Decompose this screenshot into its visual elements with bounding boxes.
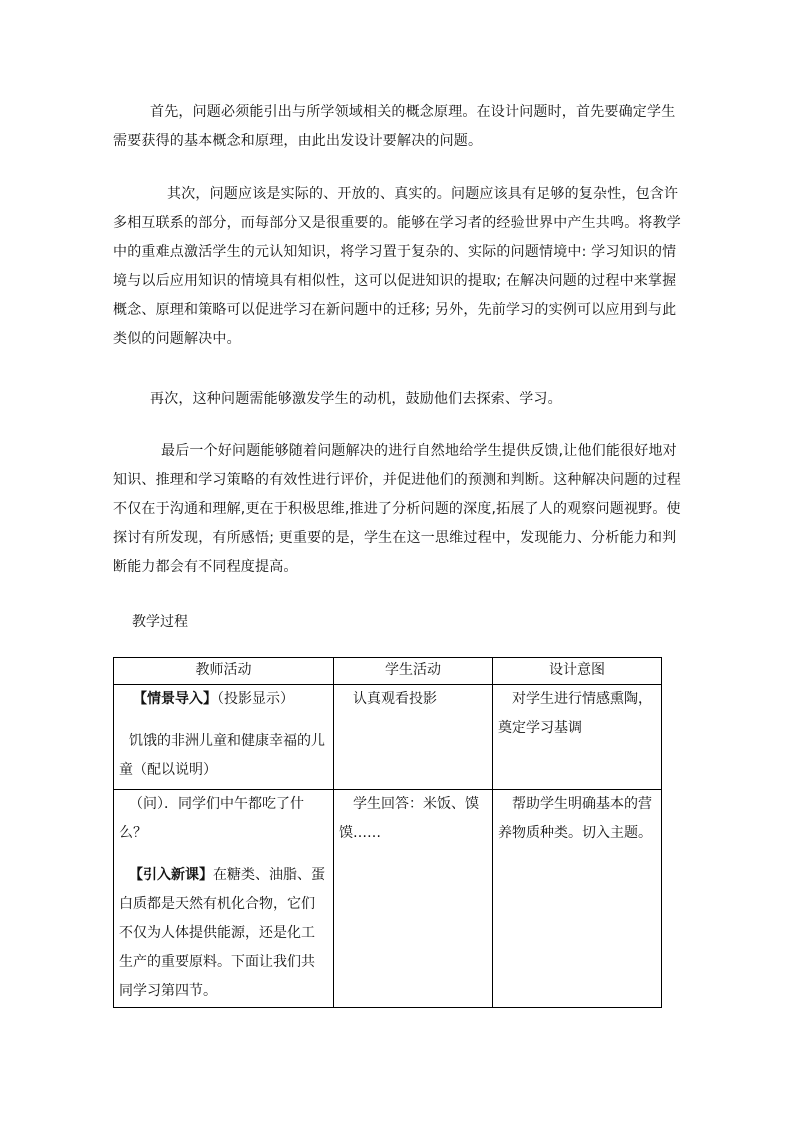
teacher-cell <box>114 685 334 790</box>
header-teacher-activity: 教师活动 <box>114 658 334 685</box>
paragraph-second: 其次，问题应该是实际的、开放的、真实的。问题应该具有足够的复杂性，包含许多相互联系的部分，而每部分又是很重要的。能够在学习者的经验世界中产生共鸣。将教学中的重难点激活学生的元认知知识，将学习置于复杂的、实际的问题情境中: 学习知识的情境与以后应用知识的情境具有相似性，这可以促进知识的提取; 在解决问题的过程中来掌握概念、原理和策略可以促进学习在新问题中的迁移; 另外，先前学习的实例可以应用到与此类似的问题解决中。 <box>113 186 681 347</box>
table-row <box>114 685 662 790</box>
student-cell <box>334 790 493 1008</box>
student-text: 学生回答：米饭、馍馍…… <box>339 796 479 841</box>
intent-text: 帮助学生明确基本的营养物质种类。切入主题。 <box>498 796 652 841</box>
lesson-table <box>113 657 662 1008</box>
header-student-activity: 学生活动 <box>334 658 493 685</box>
intent-cell <box>493 790 662 1008</box>
paragraph-first: 首先，问题必须能引出与所学领域相关的概念原理。在设计问题时，首先要确定学生需要获得的基本概念和原理，由此出发设计要解决的问题。 <box>113 104 676 149</box>
teacher-text <box>119 685 328 714</box>
table-row <box>114 790 662 1008</box>
teacher-text <box>119 861 328 1006</box>
intent-text: 对学生进行情感熏陶，奠定学习基调 <box>498 691 652 736</box>
paragraph-third: 再次，这种问题需能够激发学生的动机，鼓励他们去探索、学习。 <box>150 391 562 407</box>
new-lesson-text: 在糖类、油脂、蛋白质都是天然有机化合物，它们不仅为人体提供能源，还是化工生产的重要原料。下面让我们共同学习第四节。 <box>119 867 325 999</box>
paragraph-fourth: 最后一个好问题能够随着问题解决的进行自然地给学生提供反馈,让他们能很好地对知识、推理和学习策略的有效性进行评价，并促进他们的预测和判断。这种解决问题的过程不仅在于沟通和理解,更在于积极思维,推进了分析问题的深度,拓展了人的观察问题视野。使探讨有所发现，有所感悟; 更重要的是，学生在这一思维过程中，发现能力、分析能力和判断能力都会有不同程度提高。 <box>113 443 681 575</box>
intent-cell <box>493 685 662 790</box>
student-text: 认真观看投影 <box>353 691 437 707</box>
teacher-question: （问）．同学们中午都吃了什么？ <box>119 796 304 841</box>
student-cell <box>334 685 493 790</box>
header-design-intent: 设计意图 <box>493 658 662 685</box>
scene-intro-label: 【情景导入】 <box>133 691 217 707</box>
teacher-cell <box>114 790 334 1008</box>
scene-intro-note: （投影显示） <box>217 691 294 707</box>
section-heading: 教学过程 <box>132 614 188 630</box>
teacher-text: 饥饿的非洲儿童和健康幸福的儿童（配以说明） <box>119 733 325 778</box>
new-lesson-label: 【引入新课】 <box>129 867 213 883</box>
table-header-row <box>114 658 662 685</box>
